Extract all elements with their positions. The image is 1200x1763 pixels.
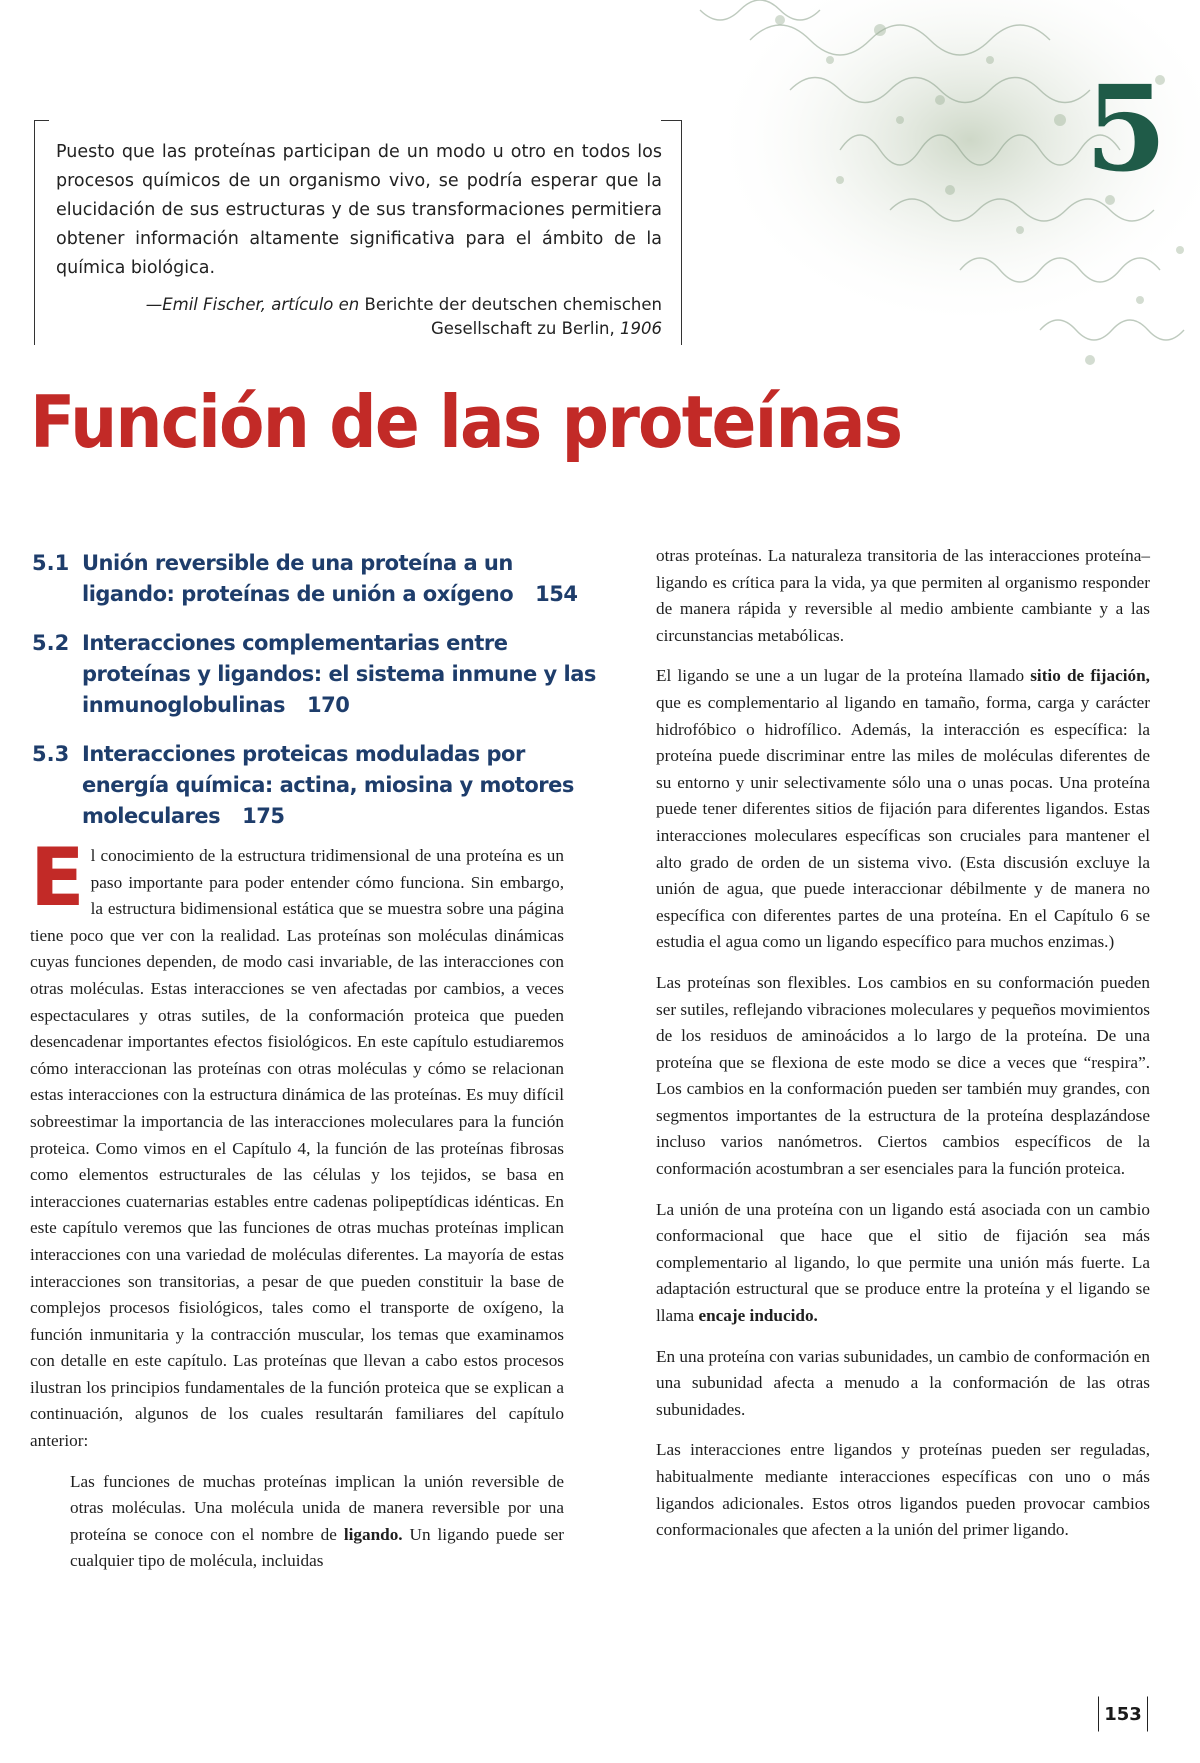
toc-page: 154 xyxy=(535,582,578,606)
toc-number: 5.1 xyxy=(32,551,70,575)
chapter-title: Función de las proteínas xyxy=(30,380,902,464)
toc-number: 5.2 xyxy=(32,631,70,655)
epigraph-year: 1906 xyxy=(620,319,662,338)
paragraph-induced-fit xyxy=(656,1197,1150,1330)
principle-text-cont: Un ligando puede ser cualquier tipo de molécula, incluidas xyxy=(70,1524,565,1571)
principle-text: Las funciones de muchas proteínas implican la unión reversible de otras moléculas. Una molécula unida de manera reversible por una proteína se conoce con el nombre de xyxy=(70,1471,564,1544)
paragraph-text-cont: que es complementario al ligando en tamaño, forma, carga y carácter hidrofóbico o hidrofílico. Además, la interacción es específica: la proteína puede discriminar entre las miles de moléculas diferentes de su entorno y unir selectivamente sólo una o unas pocas. Una proteína puede tener diferentes sitios de fijación para diferentes ligandos. Estas interacciones moleculares específicas son cruciales para mantener el alto grado de orden de un sistema vivo. (Esta discusión excluye la unión de agua, que puede interaccionar débilmente y de manera no específica con diferentes partes de una proteína. En el Capítulo 6 se estudia el agua como un ligando específico para muchos enzimas.) xyxy=(656,692,1150,952)
intro-text: l conocimiento de la estructura tridimensional de una proteína es un paso importante para poder entender cómo funciona. Sin embargo, la estructura bidimensional estática que se muestra sobre una página tiene poco que ver con la realidad. Las proteínas son moléculas dinámicas cuyas funciones dependen, de modo casi invariable, de las interacciones con otras moléculas. Estas interacciones se ven afectadas por cambios, a veces espectaculares y otras sutiles, de la conformación proteica que pueden desencadenar importantes efectos fisiológicos. En este capítulo estudiaremos cómo interaccionan las proteínas con otras moléculas y cómo se relacionan estas interacciones con la estructura dinámica de las proteínas. Es muy difícil sobreestimar la importancia de las interacciones moleculares para la función proteica. Como vimos en el Capítulo 4, la función de las proteínas fibrosas como elementos estructurales de las células y los tejidos, se basa en interacciones cuaternarias estables entre cadenas polipeptídicas idénticas. En este capítulo veremos que las funciones de otras muchas proteínas implican interacciones con una variedad de moléculas diferentes. La mayoría de estas interacciones son transitorias, a pesar de que pueden constituir la base de complejos procesos fisiológicos, tales como el transporte de oxígeno, la función inmunitaria y la contracción muscular, los temas que examinamos con detalle en este capítulo. Las proteínas que llevan a cabo estos procesos ilustran los principios fundamentales de la función proteica que se explican a continuación, algunos de los cuales resultarán familiares del capítulo anterior: xyxy=(30,846,564,1451)
chapter-number: 5 xyxy=(1085,59,1168,198)
epigraph-author: —Emil Fischer, xyxy=(145,295,266,314)
left-column xyxy=(30,831,565,1589)
toc-title: Unión reversible de una proteína a un ligando: proteínas de unión a oxígeno xyxy=(82,551,514,606)
chapter-contents xyxy=(32,548,632,850)
term-ligand: ligando. xyxy=(343,1524,403,1544)
term-induced-fit: encaje inducido. xyxy=(698,1306,818,1326)
paragraph-regulation: Las interacciones entre ligandos y proteínas pueden ser reguladas, habitualmente mediante interacciones específicas con uno o más ligandos adicionales. Estos otros ligandos pueden provocar cambios conformacionales que afecten a la unión del primer ligando. xyxy=(656,1440,1150,1540)
intro-paragraph xyxy=(30,831,564,1455)
right-column xyxy=(656,543,1150,1558)
toc-item[interactable] xyxy=(32,548,632,610)
toc-page: 170 xyxy=(307,693,350,717)
term-binding-site: sitio de fijación, xyxy=(1030,666,1150,686)
drop-cap: E xyxy=(30,831,85,924)
epigraph-attribution xyxy=(56,293,662,341)
toc-page: 175 xyxy=(242,804,285,828)
toc-item[interactable] xyxy=(32,739,632,832)
paragraph-subunits: En una proteína con varias subunidades, un cambio de conformación en una subunidad afecta a menudo a la conformación de las otras subunidades. xyxy=(656,1346,1150,1419)
page-number: 153 xyxy=(1098,1696,1148,1732)
epigraph-article-note: artículo en xyxy=(271,295,360,314)
toc-number: 5.3 xyxy=(32,742,70,766)
paragraph: otras proteínas. La naturaleza transitoria de las interacciones proteína–ligando es crítica para la vida, ya que permiten al organismo responder de manera rápida y reversible al medio ambiente cambiante y a las circunstancias metabólicas. xyxy=(656,546,1150,645)
toc-item[interactable] xyxy=(32,628,632,721)
toc-title: Interacciones complementarias entre proteínas y ligandos: el sistema inmune y las inmunoglobulinas xyxy=(82,631,596,717)
epigraph-quote: Puesto que las proteínas participan de un modo u otro en todos los procesos químicos de un organismo vivo, se podría esperar que la elucidación de sus estructuras y de sus transformaciones permitiera obtener información altamente significativa para el ámbito de la química biológica. xyxy=(56,142,662,278)
epigraph-box xyxy=(34,120,682,344)
toc-title: Interacciones proteicas moduladas por energía química: actina, miosina y motores moleculares xyxy=(82,742,574,828)
paragraph-binding-site xyxy=(656,663,1150,956)
epigraph-journal: Berichte der deutschen chemischen Gesellschaft zu Berlin, xyxy=(364,295,662,338)
paragraph-flexibility: Las proteínas son flexibles. Los cambios en su conformación pueden ser sutiles, reflejando vibraciones moleculares y pequeños movimientos de los residuos de aminoácidos a lo largo de la proteína. De una proteína que se flexiona de este modo se dice a veces que “respira”. Los cambios en la conformación pueden ser también muy grandes, con segmentos importantes de la estructura de la proteína desplazándose incluso varios nanómetros. Ciertos cambios específicos de la conformación acostumbran a ser esenciales para la función proteica. xyxy=(656,972,1150,1179)
principle-paragraph xyxy=(70,1469,564,1575)
paragraph-text: La unión de una proteína con un ligando está asociada con un cambio conformacional que hace que el sitio de fijación sea más complementario al ligando, lo que permite una unión más fuerte. La adaptación estructural que se produce entre la proteína y el ligando se llama xyxy=(656,1199,1150,1326)
paragraph-text: El ligando se une a un lugar de la proteína llamado xyxy=(656,666,1031,686)
